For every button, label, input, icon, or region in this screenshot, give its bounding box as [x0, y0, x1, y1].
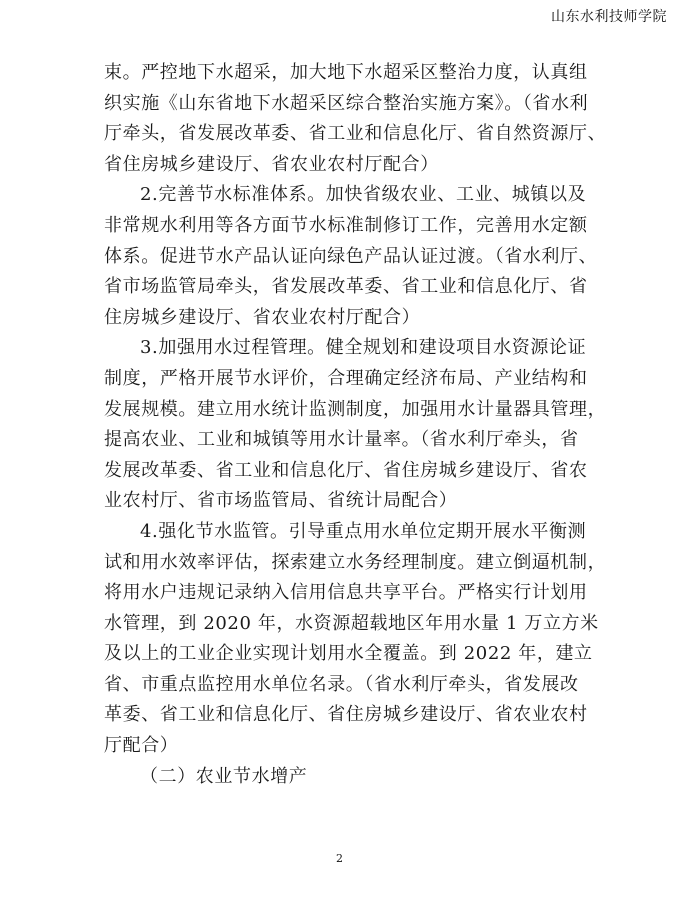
body-line: 业农村厅、省市场监管局、省统计局配合）	[104, 490, 458, 512]
body-line: 省住房城乡建设厅、省农业农村厅配合）	[104, 153, 439, 175]
subsection-title: （二）农业节水增产	[140, 765, 308, 787]
body-line: 省市场监管局牵头，省发展改革委、省工业和信息化厅、省	[104, 276, 588, 298]
document-body	[104, 58, 607, 792]
body-line: 发展改革委、省工业和信息化厅、省住房城乡建设厅、省农	[104, 459, 588, 481]
body-line: 革委、省工业和信息化厅、省住房城乡建设厅、省农业农村	[104, 704, 588, 726]
page-number: 2	[336, 852, 343, 865]
body-line: 体系。促进节水产品认证向绿色产品认证过渡。（省水利厅、	[104, 245, 598, 267]
section-heading-line: 3.加强用水过程管理。健全规划和建设项目水资源论证	[140, 337, 587, 359]
body-line: 省、市重点监控用水单位名录。（省水利厅牵头，省发展改	[104, 673, 579, 695]
body-line: 束。严控地下水超采，加大地下水超采区整治力度，认真组	[104, 62, 588, 83]
body-line: 及以上的工业企业实现计划用水全覆盖。到 2022 年，建立	[104, 643, 593, 665]
body-line: 水管理，到 2020 年，水资源超载地区年用水量 1 万立方米	[104, 612, 599, 634]
body-line: 提高农业、工业和城镇等用水计量率。（省水利厅牵头，省	[104, 429, 579, 451]
body-line: 发展规模。建立用水统计监测制度，加强用水计量器具管理，	[104, 398, 607, 420]
section-heading-line: 2.完善节水标准体系。加快省级农业、工业、城镇以及	[140, 184, 587, 206]
body-line: 制度，严格开展节水评价，合理确定经济布局、产业结构和	[104, 367, 588, 389]
body-line: 住房城乡建设厅、省农业农村厅配合）	[104, 306, 421, 328]
body-line: 厅配合）	[104, 735, 179, 757]
header-organization: 山东水利技师学院	[551, 9, 667, 25]
body-line: 厅牵头，省发展改革委、省工业和信息化厅、省自然资源厅、	[104, 123, 607, 145]
body-line: 非常规水利用等各方面节水标准制修订工作，完善用水定额	[104, 214, 588, 236]
section-heading-line: 4.强化节水监管。引导重点用水单位定期开展水平衡测	[140, 520, 587, 542]
body-line: 试和用水效率评估，探索建立水务经理制度。建立倒逼机制，	[104, 551, 607, 573]
body-line: 将用水户违规记录纳入信用信息共享平台。严格实行计划用	[104, 582, 588, 604]
body-line: 织实施《山东省地下水超采区综合整治实施方案》。（省水利	[104, 92, 589, 114]
